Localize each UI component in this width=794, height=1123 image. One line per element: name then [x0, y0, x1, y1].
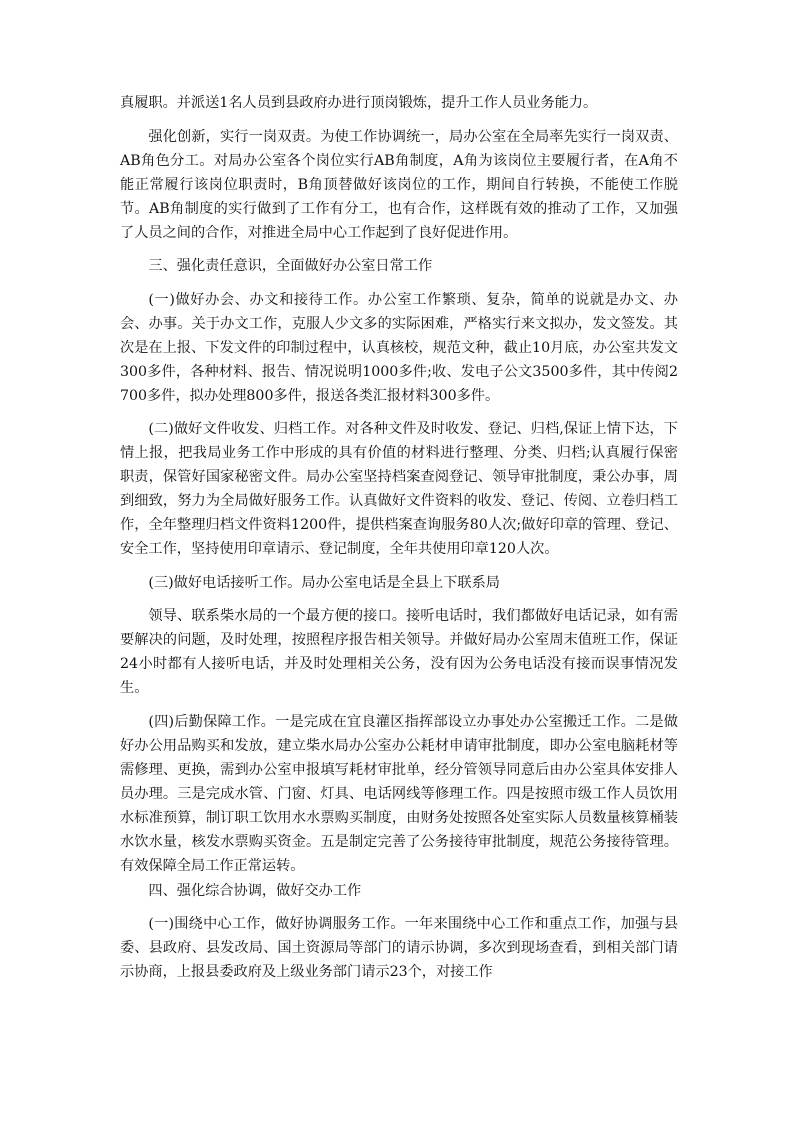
- paragraph-phone-heading: (三)做好电话接听工作。局办公室电话是全县上下联系局: [148, 574, 500, 591]
- paragraph-innovation: 强化创新，实行一岗双责。为使工作协调统一，局办公室在全局率先实行一岗双责、AB角色分工。对局办公室各个岗位实行AB角制度，A角为该岗位主要履行者，在A角不能正常履行该岗位职责时，B角顶替做好该岗位的工作，期间自行转换，不能使工作脱节。AB角制度的实行做到了工作有分工，也有合作，这样既有效的推动了工作，又加强了人员之间的合作，对推进全局中心工作起到了良好促进作用。: [120, 128, 678, 241]
- document-body: [120, 91, 678, 994]
- paragraph-continuation: 真履职。并派送1名人员到县政府办进行顶岗锻炼，提升工作人员业务能力。: [120, 95, 598, 111]
- section-heading-4: 四、强化综合协调，做好交办工作: [148, 882, 362, 899]
- paragraph-coordination: (一)围绕中心工作，做好协调服务工作。一年来围绕中心工作和重点工作，加强与县委、县政府、县发改局、国土资源局等部门的请示协调，多次到现场查看，到相关部门请示协商，上报县委政府及上级业务部门请示23个，对接工作: [120, 916, 678, 980]
- paragraph-file-archiving: (二)做好文件收发、归档工作。对各种文件及时收发、登记、归档,保证上情下达，下情上报，把我局业务工作中形成的具有价值的材料进行整理、分类、归档;认真履行保密职责，保管好国家秘密文件。局办公室坚持档案查阅登记、领导审批制度，秉公办事，周到细致，努力为全局做好服务工作。认真做好文件资料的收发、登记、传阅、立卷归档工作，全年整理归档文件资料1200件，提供档案查询服务80人次;做好印章的管理、登记、安全工作，坚持使用印章请示、登记制度，全年共使用印章120人次。: [120, 421, 678, 557]
- paragraph-logistics: (四)后勤保障工作。一是完成在宜良灌区指挥部设立办事处办公室搬迁工作。二是做好办公用品购买和发放，建立柴水局办公室办公耗材申请审批制度，即办公室电脑耗材等需修理、更换，需到办公室申报填写耗材审批单，经分管领导同意后由办公室具体安排人员办理。三是完成水管、门窗、灯具、电话网线等修理工作。四是按照市级工作人员饮用水标准预算，制订职工饮用水水票购买制度，由财务处按照各处室实际人员数量核算桶装水饮水量，核发水票购买资金。五是制定完善了公务接待审批制度，规范公务接待管理。有效保障全局工作正常运转。: [120, 713, 678, 874]
- paragraph-meetings-documents: (一)做好办会、办文和接待工作。办公室工作繁琐、复杂，简单的说就是办文、办会、办事。关于办文工作，克服人少文多的实际困难，严格实行来文拟办，发文签发。其次是在上报、下发文件的印制过程中，认真核校，规范文种，截止10月底，办公室共发文300多件，各种材料、报告、情况说明1000多件;收、发电子公文3500多件，其中传阅2700多件，拟办处理800多件，报送各类汇报材料300多件。: [120, 291, 678, 404]
- paragraph-phone-body: 领导、联系柴水局的一个最方便的接口。接听电话时，我们都做好电话记录，如有需要解决的问题，及时处理，按照程序报告相关领导。并做好局办公室周末值班工作，保证24小时都有人接听电话，并及时处理相关公务，没有因为公务电话没有接而误事情况发生。: [120, 608, 678, 696]
- section-heading-3: 三、强化责任意识，全面做好办公室日常工作: [148, 258, 433, 274]
